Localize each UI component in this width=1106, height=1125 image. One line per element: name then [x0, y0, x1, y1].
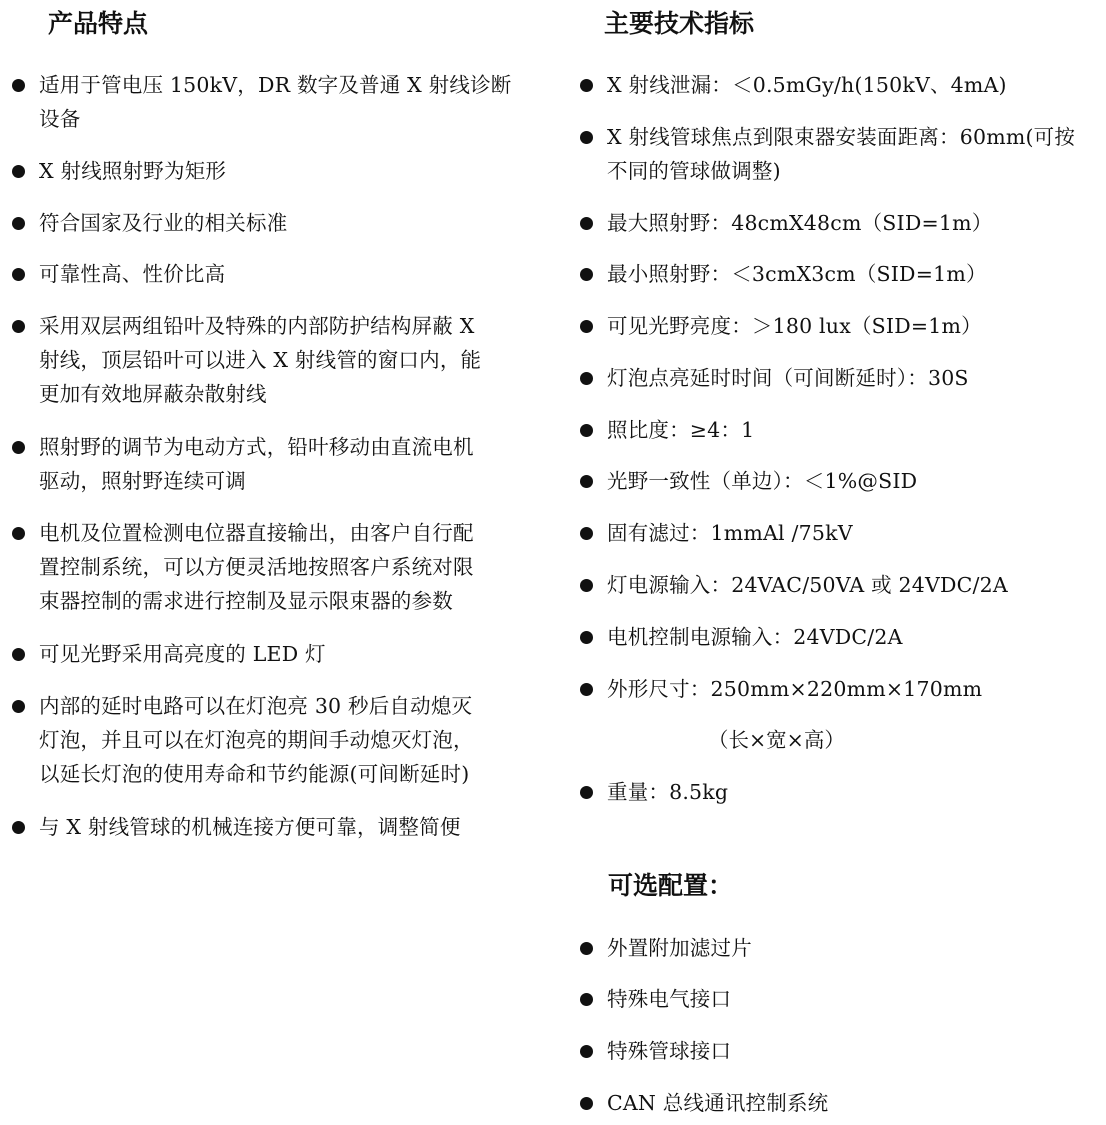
feature-item	[10, 68, 539, 136]
bullet-icon	[580, 786, 593, 799]
feature-item	[10, 206, 539, 240]
feature-item	[10, 637, 539, 671]
spec-item	[578, 464, 1106, 498]
feature-text: 电机及位置检测电位器直接输出，由客户自行配 置控制系统，可以方便灵活地按照客户系统对限 束器控制的需求进行控制及显示限束器的参数	[39, 521, 474, 613]
technical-specs-heading: 主要技术指标	[604, 9, 755, 38]
dimension-note: （长×宽×高）	[708, 728, 845, 752]
feature-item	[10, 810, 539, 844]
spec-text: 固有滤过：1mmAl /75kV	[607, 521, 853, 545]
option-text: CAN 总线通讯控制系统	[607, 1091, 829, 1115]
spec-text: 最小照射野：＜3cmX3cm（SID=1m）	[607, 262, 987, 286]
spec-item	[578, 568, 1106, 602]
bullet-icon	[580, 424, 593, 437]
spec-text: X 射线泄漏：＜0.5mGy/h(150kV、4mA)	[607, 73, 1007, 97]
feature-item	[10, 430, 539, 498]
option-item	[578, 1034, 1106, 1068]
bullet-icon	[580, 1097, 593, 1110]
spec-text: 外形尺寸：250mm×220mm×170mm	[607, 677, 983, 701]
feature-item	[10, 516, 539, 618]
feature-text: 适用于管电压 150kV，DR 数字及普通 X 射线诊断 设备	[39, 73, 512, 131]
spec-item	[578, 309, 1106, 343]
feature-item	[10, 257, 539, 291]
bullet-icon	[12, 217, 25, 230]
bullet-icon	[580, 1045, 593, 1058]
feature-text: 照射野的调节为电动方式，铅叶移动由直流电机 驱动，照射野连续可调	[39, 435, 474, 493]
bullet-icon	[12, 268, 25, 281]
bullet-icon	[580, 527, 593, 540]
spec-item	[578, 68, 1106, 102]
option-text: 特殊管球接口	[607, 1039, 732, 1063]
bullet-icon	[580, 217, 593, 230]
feature-text: X 射线照射野为矩形	[39, 159, 227, 183]
spec-text: 最大照射野：48cmX48cm（SID=1m）	[607, 211, 993, 235]
spec-item	[578, 672, 1106, 706]
spec-item	[578, 775, 1106, 809]
bullet-icon	[580, 475, 593, 488]
spec-item	[578, 413, 1106, 447]
optional-config-heading: 可选配置：	[608, 871, 734, 900]
spec-item	[578, 361, 1106, 395]
bullet-icon	[580, 942, 593, 955]
spec-text: X 射线管球焦点到限束器安装面距离：60mm(可按 不同的管球做调整)	[607, 125, 1076, 183]
spec-text: 重量：8.5kg	[607, 780, 729, 804]
spec-text: 灯电源输入：24VAC/50VA 或 24VDC/2A	[607, 573, 1008, 597]
feature-item	[10, 309, 539, 411]
bullet-icon	[12, 441, 25, 454]
feature-text: 可见光野采用高亮度的 LED 灯	[39, 642, 326, 666]
option-item	[578, 982, 1106, 1016]
spec-item	[578, 257, 1106, 291]
bullet-icon	[580, 631, 593, 644]
feature-text: 与 X 射线管球的机械连接方便可靠，调整简便	[39, 815, 461, 839]
option-item	[578, 1086, 1106, 1120]
bullet-icon	[580, 131, 593, 144]
feature-text: 符合国家及行业的相关标准	[39, 211, 288, 235]
spec-item	[578, 620, 1106, 654]
bullet-icon	[580, 79, 593, 92]
bullet-icon	[12, 527, 25, 540]
feature-item	[10, 154, 539, 188]
bullet-icon	[12, 165, 25, 178]
spec-text: 光野一致性（单边）：＜1%@SID	[607, 469, 918, 493]
bullet-icon	[12, 320, 25, 333]
bullet-icon	[12, 700, 25, 713]
spec-item	[578, 516, 1106, 550]
bullet-icon	[580, 372, 593, 385]
bullet-icon	[580, 268, 593, 281]
spec-item	[578, 120, 1106, 188]
option-item	[578, 931, 1106, 965]
bullet-icon	[12, 648, 25, 661]
feature-text: 采用双层两组铅叶及特殊的内部防护结构屏蔽 X 射线，顶层铅叶可以进入 X 射线管的窗口内，能 更加有效地屏蔽杂散射线	[39, 314, 482, 406]
feature-item	[10, 689, 539, 791]
product-features-heading: 产品特点	[48, 9, 149, 38]
bullet-icon	[580, 683, 593, 696]
feature-text: 内部的延时电路可以在灯泡亮 30 秒后自动熄灭 灯泡，并且可以在灯泡亮的期间手动熄灭灯泡， 以延长灯泡的使用寿命和节约能源(可间断延时)	[39, 694, 474, 786]
spec-text: 电机控制电源输入：24VDC/2A	[607, 625, 903, 649]
bullet-icon	[580, 579, 593, 592]
bullet-icon	[580, 320, 593, 333]
bullet-icon	[580, 993, 593, 1006]
bullet-icon	[12, 821, 25, 834]
option-text: 特殊电气接口	[607, 987, 732, 1011]
spec-text: 可见光野亮度：＞180 lux（SID=1m）	[607, 314, 982, 338]
spec-item	[578, 206, 1106, 240]
spec-text: 灯泡点亮延时时间（可间断延时）：30S	[607, 366, 969, 390]
spec-text: 照比度：≥4：1	[607, 418, 755, 442]
feature-text: 可靠性高、性价比高	[39, 262, 226, 286]
option-text: 外置附加滤过片	[607, 936, 752, 960]
bullet-icon	[12, 79, 25, 92]
